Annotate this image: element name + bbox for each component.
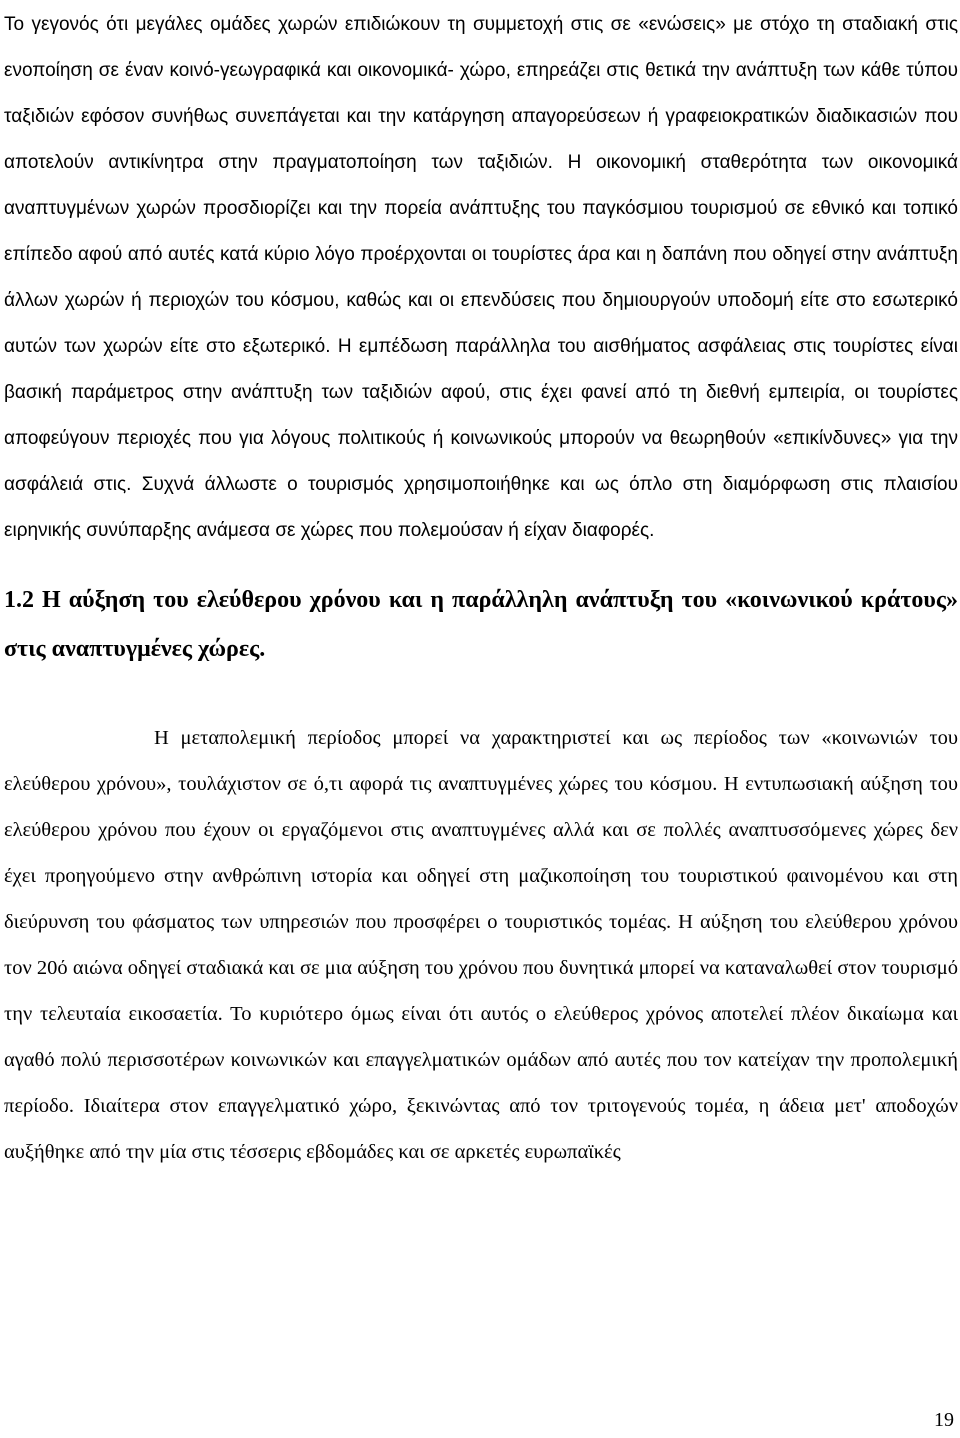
page-number: 19 <box>934 1409 954 1431</box>
paragraph-2: Η μεταπολεμική περίοδος μπορεί να χαρακτηριστεί και ως περίοδος των «κοινωνιών του ελεύθερου χρόνου», τουλάχιστον σε ό,τι αφορά τις αναπτυγμένες χώρες του κόσμου. Η εντυπωσιακή αύξηση του ελεύθερου χρόνου που έχουν οι εργαζόμενοι στις αναπτυγμένες αλλά και σε πολλές αναπτυσσόμενες χώρες δεν έχει προηγούμενο στην ανθρώπινη ιστορία και οδηγεί στη μαζικοποίηση του τουριστικού φαινομένου και στη διεύρυνση του φάσματος των υπηρεσιών που προσφέρει ο τουριστικός τομέας. Η αύξηση του ελεύθερου χρόνου τον 20ό αιώνα οδηγεί σταδιακά και σε μια αύξηση του χρόνου που δυνητικά μπορεί να καταναλωθεί στον τουρισμό την τελευταία εικοσαετία. Το κυριότερο όμως είναι ότι αυτός ο ελεύθερος χρόνος αποτελεί πλέον δικαίωμα και αγαθό πολύ περισσοτέρων κοινωνικών και επαγγελματικών ομάδων από αυτές που τον κατείχαν την προπολεμική περίοδο. Ιδιαίτερα στον επαγγελματικό χώρο, ξεκινώντας από τον τριτογενούς τομέα, η άδεια μετ' αποδοχών αυξήθηκε από την μία στις τέσσερις εβδομάδες και σε αρκετές ευρωπαϊκές <box>4 727 958 1163</box>
section-heading: 1.2 Η αύξηση του ελεύθερου χρόνου και η παράλληλη ανάπτυξη του «κοινωνικού κράτους» στις αναπτυγμένες χώρες. <box>4 587 958 662</box>
paragraph-1: Το γεγονός ότι μεγάλες ομάδες χωρών επιδιώκουν τη συμμετοχή στις σε «ενώσεις» με στόχο τη σταδιακή στις ενοποίηση σε έναν κοινό-γεωγραφικά και οικονομικά- χώρο, επηρεάζει στις θετικά την ανάπτυξη των κάθε τύπου ταξιδιών εφόσον συνήθως συνεπάγεται και την κατάργηση απαγορεύσεων ή γραφειοκρατικών διαδικασιών που αποτελούν αντικίνητρα στην πραγματοποίηση των ταξιδιών. Η οικονομική σταθερότητα των οικονομικά αναπτυγμένων χωρών προσδιορίζει και την πορεία ανάπτυξης του παγκόσμιου τουρισμού σε εθνικό και τοπικό επίπεδο αφού από αυτές κατά κύριο λόγο προέρχονται οι τουρίστες άρα και η δαπάνη που οδηγεί στην ανάπτυξη άλλων χωρών ή περιοχών του κόσμου, καθώς και οι επενδύσεις που δημιουργούν υποδομή είτε στο εσωτερικό αυτών των χωρών είτε στο εξωτερικό. Η εμπέδωση παράλληλα του αισθήματος ασφάλειας στις τουρίστες είναι βασική παράμετρος στην ανάπτυξη των ταξιδιών αφού, στις έχει φανεί από τη διεθνή εμπειρία, οι τουρίστες αποφεύγουν περιοχές που για λόγους πολιτικούς ή κοινωνικούς μπορούν να θεωρηθούν «επικίνδυνες» για την ασφάλειά στις. Συχνά άλλωστε ο τουρισμός χρησιμοποιήθηκε και ως όπλο στη διαμόρφωση στις πλαισίου ειρηνικής συνύπαρξης ανάμεσα σε χώρες που πολεμούσαν ή είχαν διαφορές. <box>4 14 958 541</box>
